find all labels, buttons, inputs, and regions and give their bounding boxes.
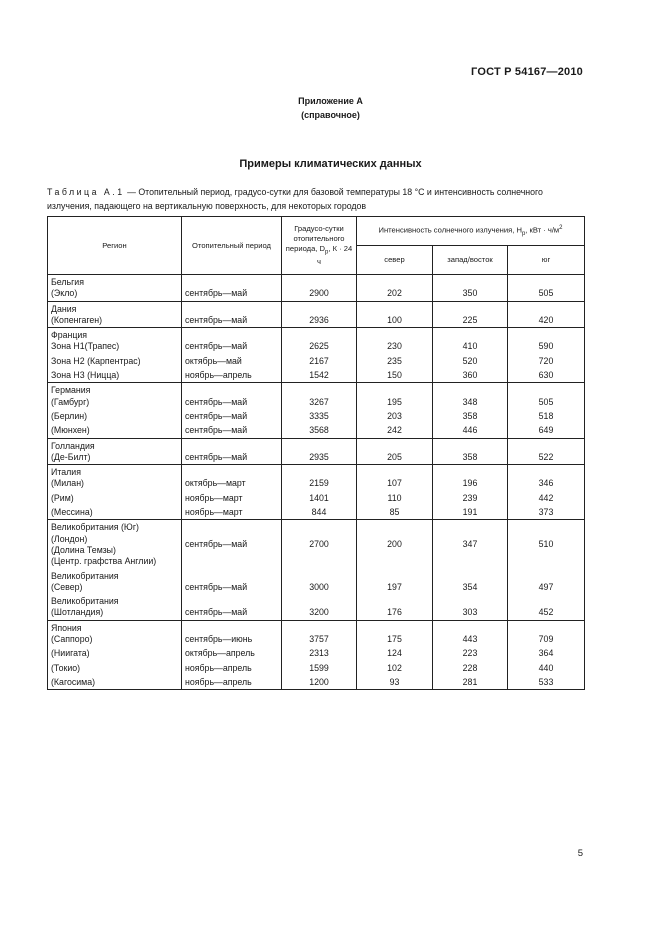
region-name: (Саппоро): [51, 634, 93, 645]
period-cell: сентябрь—май: [182, 409, 282, 423]
region-group: [48, 438, 585, 465]
region-cell: [48, 646, 182, 660]
degree-days-cell: 1599: [282, 661, 357, 675]
degree-days-cell: 3200: [282, 594, 357, 620]
table-row: [48, 438, 585, 465]
header-west-east: запад/восток: [433, 246, 508, 275]
region-name: Великобритания (Юг): [51, 522, 139, 533]
header-region: Регион: [48, 217, 182, 275]
table-row: [48, 368, 585, 383]
south-cell: 497: [508, 569, 585, 595]
degree-days-cell: 1542: [282, 368, 357, 383]
region-cell: [48, 661, 182, 675]
south-cell: 720: [508, 354, 585, 368]
region-name: (Кагосима): [51, 676, 96, 687]
appendix-title: Приложение А: [298, 96, 363, 106]
region-name: (Центр. графства Англии): [51, 556, 157, 567]
table-row: [48, 275, 585, 302]
north-cell: 200: [357, 520, 433, 569]
header-intensity-sup: 2: [559, 224, 563, 231]
west-east-cell: 410: [433, 328, 508, 354]
degree-days-cell: 3335: [282, 409, 357, 423]
region-name: (Лондон): [51, 533, 88, 544]
degree-days-cell: 2167: [282, 354, 357, 368]
table-row: [48, 409, 585, 423]
region-name: (Шотландия): [51, 607, 104, 618]
degree-days-cell: 2936: [282, 301, 357, 328]
north-cell: 93: [357, 675, 433, 690]
region-name: (Де-Билт): [51, 451, 91, 462]
header-degree-days-sub: p: [325, 249, 329, 256]
west-east-cell: 350: [433, 275, 508, 302]
north-cell: 242: [357, 423, 433, 438]
west-east-cell: 225: [433, 301, 508, 328]
region-name: (Копенгаген): [51, 314, 103, 325]
table-row: [48, 328, 585, 354]
south-cell: 364: [508, 646, 585, 660]
south-cell: 709: [508, 620, 585, 646]
table-caption: [47, 185, 583, 213]
west-east-cell: 520: [433, 354, 508, 368]
degree-days-cell: 2900: [282, 275, 357, 302]
period-cell: октябрь—март: [182, 465, 282, 491]
table-row: [48, 675, 585, 690]
region-cell: [48, 368, 182, 383]
period-cell: ноябрь—март: [182, 491, 282, 505]
north-cell: 100: [357, 301, 433, 328]
north-cell: 124: [357, 646, 433, 660]
region-name: Япония: [51, 622, 82, 633]
region-name: (Милан): [51, 478, 84, 489]
west-east-cell: 354: [433, 569, 508, 595]
region-cell: [48, 423, 182, 438]
north-cell: 102: [357, 661, 433, 675]
north-cell: 235: [357, 354, 433, 368]
west-east-cell: 443: [433, 620, 508, 646]
table-row: [48, 620, 585, 646]
north-cell: 85: [357, 505, 433, 520]
header-degree-days-unit: , К · 24 ч: [317, 243, 353, 267]
degree-days-cell: 1200: [282, 675, 357, 690]
period-cell: ноябрь—апрель: [182, 661, 282, 675]
south-cell: 452: [508, 594, 585, 620]
north-cell: 175: [357, 620, 433, 646]
north-cell: 110: [357, 491, 433, 505]
region-cell: [48, 620, 182, 646]
region-name: Зона Н2 (Карпентрас): [51, 355, 141, 366]
region-cell: [48, 594, 182, 620]
header-degree-days-text: Градусо-сутки отопительного периода, D: [285, 223, 345, 253]
header-intensity-text: Интенсивность солнечного излучения, H: [378, 225, 522, 235]
header-period: Отопительный период: [182, 217, 282, 275]
region-group: [48, 301, 585, 328]
south-cell: 630: [508, 368, 585, 383]
table-row: [48, 301, 585, 328]
north-cell: 176: [357, 594, 433, 620]
south-cell: 505: [508, 383, 585, 409]
region-cell: [48, 383, 182, 409]
region-cell: [48, 301, 182, 328]
table-row: [48, 491, 585, 505]
region-cell: [48, 409, 182, 423]
region-name: (Экло): [51, 288, 78, 299]
section-heading: Примеры климатических данных: [239, 158, 422, 170]
region-name: (Мюнхен): [51, 425, 90, 436]
region-name: Бельгия: [51, 277, 84, 287]
south-cell: 533: [508, 675, 585, 690]
period-cell: ноябрь—апрель: [182, 675, 282, 690]
south-cell: 518: [508, 409, 585, 423]
region-group: [48, 620, 585, 689]
west-east-cell: 239: [433, 491, 508, 505]
region-name: (Рим): [51, 492, 74, 503]
region-cell: [48, 275, 182, 302]
region-name: Дания: [51, 303, 77, 314]
west-east-cell: 196: [433, 465, 508, 491]
region-cell: [48, 438, 182, 465]
north-cell: 203: [357, 409, 433, 423]
south-cell: 505: [508, 275, 585, 302]
degree-days-cell: 844: [282, 505, 357, 520]
region-cell: [48, 328, 182, 354]
south-cell: 442: [508, 491, 585, 505]
region-cell: [48, 465, 182, 491]
region-name: (Берлин): [51, 410, 88, 421]
period-cell: ноябрь—март: [182, 505, 282, 520]
region-name: Германия: [51, 385, 91, 396]
degree-days-cell: 2625: [282, 328, 357, 354]
period-cell: октябрь—май: [182, 354, 282, 368]
page-number: 5: [577, 848, 583, 859]
table-row: [48, 423, 585, 438]
north-cell: 202: [357, 275, 433, 302]
south-cell: 590: [508, 328, 585, 354]
west-east-cell: 347: [433, 520, 508, 569]
degree-days-cell: 1401: [282, 491, 357, 505]
region-name: Великобритания: [51, 596, 119, 607]
north-cell: 150: [357, 368, 433, 383]
south-cell: 373: [508, 505, 585, 520]
region-cell: [48, 354, 182, 368]
region-name: (Долина Темзы): [51, 544, 116, 555]
table-row: [48, 646, 585, 660]
region-cell: [48, 505, 182, 520]
region-group: [48, 275, 585, 302]
region-name: Великобритания: [51, 570, 119, 581]
table-caption-label: Таблица А.1: [47, 187, 125, 197]
south-cell: 346: [508, 465, 585, 491]
region-group: [48, 465, 585, 520]
degree-days-cell: 2313: [282, 646, 357, 660]
appendix-heading: [0, 94, 661, 122]
region-name: Зона Н3 (Ницца): [51, 370, 120, 381]
north-cell: 195: [357, 383, 433, 409]
north-cell: 107: [357, 465, 433, 491]
north-cell: 230: [357, 328, 433, 354]
degree-days-cell: 3757: [282, 620, 357, 646]
south-cell: 522: [508, 438, 585, 465]
region-group: [48, 383, 585, 438]
north-cell: 197: [357, 569, 433, 595]
header-intensity: [357, 217, 585, 246]
degree-days-cell: 2159: [282, 465, 357, 491]
west-east-cell: 191: [433, 505, 508, 520]
west-east-cell: 228: [433, 661, 508, 675]
degree-days-cell: 3267: [282, 383, 357, 409]
climate-data-table: [47, 216, 585, 690]
table-row: [48, 520, 585, 569]
degree-days-cell: 3568: [282, 423, 357, 438]
table-row: [48, 354, 585, 368]
west-east-cell: 303: [433, 594, 508, 620]
degree-days-cell: 2935: [282, 438, 357, 465]
west-east-cell: 446: [433, 423, 508, 438]
header-intensity-sub: p: [521, 231, 526, 238]
west-east-cell: 281: [433, 675, 508, 690]
table-row: [48, 569, 585, 595]
region-name: Зона Н1(Трапес): [51, 341, 120, 352]
table-caption-text: — Отопительный период, градусо-сутки для базовой температуры 18 °С и интенсивность солнечного излучения, падающего на вертикальную поверхность, для некоторых городов: [47, 187, 543, 211]
west-east-cell: 348: [433, 383, 508, 409]
period-cell: сентябрь—май: [182, 438, 282, 465]
header-south: юг: [508, 246, 585, 275]
south-cell: 440: [508, 661, 585, 675]
period-cell: сентябрь—июнь: [182, 620, 282, 646]
table-header: [48, 217, 585, 275]
period-cell: сентябрь—май: [182, 275, 282, 302]
period-cell: сентябрь—май: [182, 383, 282, 409]
period-cell: сентябрь—май: [182, 520, 282, 569]
south-cell: 420: [508, 301, 585, 328]
region-name: (Север): [51, 581, 83, 592]
region-cell: [48, 491, 182, 505]
region-name: (Мессина): [51, 507, 93, 518]
region-cell: [48, 675, 182, 690]
region-group: [48, 328, 585, 383]
west-east-cell: 360: [433, 368, 508, 383]
period-cell: сентябрь—май: [182, 328, 282, 354]
period-cell: сентябрь—май: [182, 569, 282, 595]
west-east-cell: 358: [433, 438, 508, 465]
region-group: [48, 520, 585, 620]
header-north: север: [357, 246, 433, 275]
period-cell: сентябрь—май: [182, 594, 282, 620]
period-cell: сентябрь—май: [182, 301, 282, 328]
north-cell: 205: [357, 438, 433, 465]
period-cell: октябрь—апрель: [182, 646, 282, 660]
table-row: [48, 661, 585, 675]
region-name: (Ниигата): [51, 648, 90, 659]
region-name: Франция: [51, 330, 88, 341]
header-degree-days: [282, 217, 357, 275]
region-name: (Токио): [51, 662, 81, 673]
region-name: Голландия: [51, 440, 95, 451]
table-row: [48, 465, 585, 491]
region-name: (Гамбург): [51, 396, 90, 407]
degree-days-cell: 3000: [282, 569, 357, 595]
south-cell: 510: [508, 520, 585, 569]
west-east-cell: 223: [433, 646, 508, 660]
appendix-note: (справочное): [301, 110, 360, 120]
period-cell: ноябрь—апрель: [182, 368, 282, 383]
period-cell: сентябрь—май: [182, 423, 282, 438]
table-row: [48, 383, 585, 409]
south-cell: 649: [508, 423, 585, 438]
header-intensity-unit: , кВт · ч/м: [525, 225, 560, 235]
standard-number: ГОСТ Р 54167—2010: [471, 66, 583, 78]
region-name: Италия: [51, 467, 81, 478]
table-row: [48, 505, 585, 520]
west-east-cell: 358: [433, 409, 508, 423]
table-row: [48, 594, 585, 620]
region-cell: [48, 520, 182, 569]
degree-days-cell: 2700: [282, 520, 357, 569]
region-cell: [48, 569, 182, 595]
